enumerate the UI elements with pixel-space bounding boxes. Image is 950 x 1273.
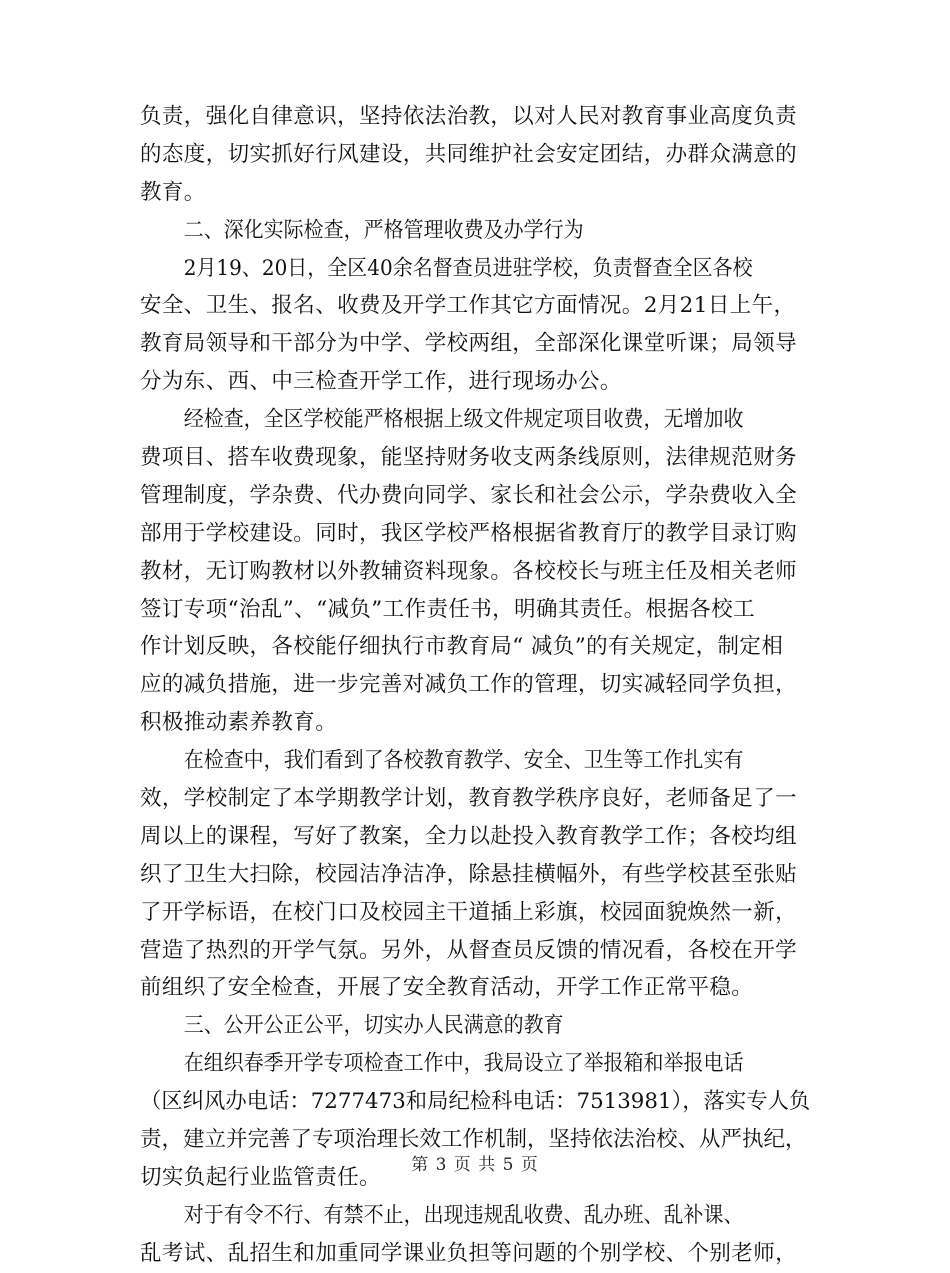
text-line: 周以上的课程，写好了教案，全力以赴投入教育教学工作；各校均组 (140, 823, 798, 849)
text-line: 经检查，全区学校能严格根据上级文件规定项目收费，无增加收 (183, 407, 744, 433)
text-line: 三、公开公正公平，切实办人民满意的教育 (183, 1013, 564, 1039)
text-line: 应的减负措施，进一步完善对减负工作的管理，切实减轻同学负担， (140, 672, 798, 698)
text-line: 教育局领导和干部分为中学、学校两组，全部深化课堂听课；局领导 (140, 331, 798, 357)
text-line: 了开学标语，在校门口及校园主干道插上彩旗，校园面貌焕然一新， (140, 899, 798, 925)
text-line: 负责，强化自律意识，坚持依法治教，以对人民对教育事业高度负责 (140, 104, 798, 129)
text-line: 作计划反映，各校能仔细执行市教育局“ 减负”的有关规定，制定相 (140, 634, 784, 660)
text-line: 分为东、西、中三检查开学工作，进行现场办公。 (140, 369, 622, 395)
text-line: 费项目、搭车收费现象，能坚持财务收支两条线原则，法律规范财务 (140, 445, 798, 471)
text-line: 在组织春季开学专项检查工作中，我局设立了举报箱和举报电话 (183, 1051, 744, 1077)
text-line: 对于有令不行、有禁不止，出现违规乱收费、乱办班、乱补课、 (183, 1202, 744, 1228)
text-line: 管理制度，学杂费、代办费向同学、家长和社会公示，学杂费收入全 (140, 482, 798, 508)
text-line: 前组织了安全检查，开展了安全教育活动，开学工作正常平稳。 (140, 975, 754, 1001)
text-line: 责，建立并完善了专项治理长效工作机制，坚持依法治校、从严执纪， (140, 1127, 807, 1153)
text-line: 的态度，切实抓好行风建设，共同维护社会安定团结，办群众满意的 (140, 141, 798, 167)
text-line: 教材，无订购教材以外教辅资料现象。各校校长与班主任及相关老师 (140, 558, 798, 584)
text-line: 二、深化实际检查，严格管理收费及办学行为 (183, 217, 584, 243)
text-line: 教育。 (140, 179, 206, 205)
text-line: 效，学校制定了本学期教学计划，教育教学秩序良好，老师备足了一 (140, 786, 798, 812)
text-line: 安全、卫生、报名、收费及开学工作其它方面情况。2月21日上午， (140, 293, 796, 319)
text-line: 乱考试、乱招生和加重同学课业负担等问题的个别学校、个别老师， (140, 1240, 798, 1266)
document-body (140, 98, 810, 1273)
text-line: 签订专项“治乱”、“减负”工作责任书，明确其责任。根据各校工 (140, 596, 755, 622)
page-number: 第 3 页 共 5 页 (411, 1155, 539, 1175)
text-line: 积极推动素养教育。 (140, 710, 338, 736)
text-line: （区纠风办电话：7277473和局纪检科电话：7513981），落实专人负 (140, 1089, 811, 1115)
text-line: 营造了热烈的开学气氛。另外，从督查员反馈的情况看，各校在开学 (140, 937, 798, 963)
text-line: 切实负起行业监管责任。 (140, 1164, 381, 1190)
text-line: 部用于学校建设。同时，我区学校严格根据省教育厅的教学目录订购 (140, 520, 798, 546)
text-line: 在检查中，我们看到了各校教育教学、安全、卫生等工作扎实有 (183, 748, 744, 774)
text-line: 织了卫生大扫除，校园洁净洁净，除悬挂横幅外，有些学校甚至张贴 (140, 861, 798, 887)
text-line: 2月19、20日，全区40余名督查员进驻学校，负责督查全区各校 (183, 255, 753, 281)
